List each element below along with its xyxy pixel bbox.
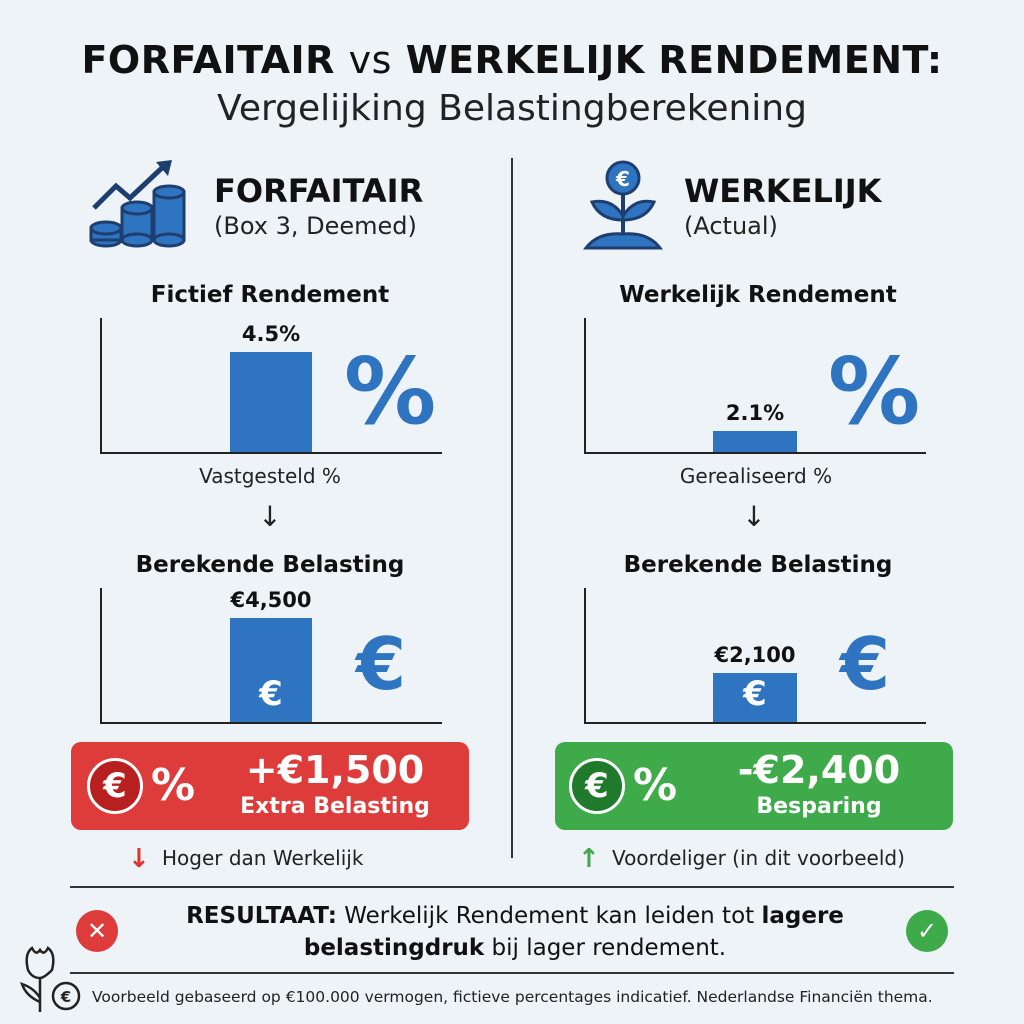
result-statement-bold2: belastingdruk bbox=[303, 935, 485, 961]
right-chart1-y-axis bbox=[584, 318, 586, 454]
title-forfaitair: FORFAITAIR bbox=[81, 38, 335, 82]
left-chart1-x-axis bbox=[100, 452, 442, 454]
left-bar-euro-icon: € bbox=[259, 674, 283, 714]
x-circle-icon: ✕ bbox=[76, 910, 118, 952]
right-chart1-axis-label: Gerealiseerd % bbox=[679, 464, 833, 488]
right-result-label: Besparing bbox=[756, 794, 882, 819]
column-divider bbox=[511, 158, 513, 858]
left-euro-circle-icon: € bbox=[87, 758, 143, 814]
left-chart1-value: 4.5% bbox=[241, 322, 301, 346]
left-chart1-axis-label: Vastgesteld % bbox=[199, 464, 341, 488]
euro-plant-icon bbox=[578, 158, 668, 254]
page-title bbox=[0, 38, 1024, 82]
right-chart2-y-axis bbox=[584, 588, 586, 724]
left-heading: FORFAITAIR bbox=[214, 172, 424, 210]
right-euro-circle-icon: € bbox=[569, 758, 625, 814]
result-statement bbox=[130, 900, 900, 964]
result-statement-text1: Werkelijk Rendement kan leiden tot bbox=[344, 903, 755, 929]
right-chart1-bar bbox=[713, 431, 797, 452]
check-circle-icon: ✓ bbox=[906, 910, 948, 952]
result-statement-label: RESULTAAT: bbox=[186, 903, 337, 929]
result-top-divider bbox=[70, 886, 954, 888]
svg-text:€: € bbox=[616, 167, 630, 191]
svg-text:€: € bbox=[60, 988, 72, 1006]
right-percent-icon: % bbox=[828, 338, 921, 445]
left-note: Hoger dan Werkelijk bbox=[162, 846, 364, 870]
right-bar-euro-icon: € bbox=[743, 674, 767, 714]
right-chart1-title: Werkelijk Rendement bbox=[619, 282, 897, 308]
left-euro-icon: € bbox=[356, 622, 407, 706]
coins-growth-chart-icon bbox=[86, 158, 196, 254]
title-vs: vs bbox=[348, 38, 392, 82]
left-chart2-title: Berekende Belasting bbox=[135, 552, 405, 578]
footer-disclaimer: Voorbeeld gebaseerd op €100.000 vermogen, fictieve percentages indicatief. Nederlandse Financiën thema. bbox=[92, 988, 933, 1006]
right-arrow-down-icon: ↓ bbox=[742, 500, 766, 533]
right-chart1-x-axis bbox=[584, 452, 926, 454]
left-arrow-down-icon: ↓ bbox=[258, 500, 282, 533]
right-chart2-title: Berekende Belasting bbox=[623, 552, 893, 578]
result-statement-bold1: lagere bbox=[761, 903, 844, 929]
left-result-box bbox=[71, 742, 469, 830]
left-chart2-y-axis bbox=[100, 588, 102, 724]
left-result-amount: +€1,500 bbox=[245, 748, 425, 792]
footer-divider bbox=[70, 972, 954, 974]
left-chart1-bar bbox=[230, 352, 312, 452]
right-euro-icon: € bbox=[840, 622, 891, 706]
left-result-percent-icon: % bbox=[151, 760, 196, 811]
left-chart1-title: Fictief Rendement bbox=[150, 282, 390, 308]
right-up-arrow-icon: ↑ bbox=[578, 844, 600, 874]
right-chart2-bar bbox=[713, 673, 797, 722]
right-chart1-value: 2.1% bbox=[725, 401, 785, 425]
title-werkelijk: WERKELIJK RENDEMENT: bbox=[405, 38, 943, 82]
left-subheading: (Box 3, Deemed) bbox=[214, 212, 417, 240]
right-result-amount: -€2,400 bbox=[737, 748, 901, 792]
left-result-label: Extra Belasting bbox=[240, 794, 430, 819]
page-subtitle: Vergelijking Belastingberekening bbox=[217, 88, 807, 129]
right-note: Voordeliger (in dit voorbeeld) bbox=[612, 846, 905, 870]
right-heading: WERKELIJK bbox=[684, 172, 882, 210]
left-chart1-y-axis bbox=[100, 318, 102, 454]
tulip-euro-icon bbox=[14, 944, 82, 1016]
left-percent-icon: % bbox=[344, 338, 437, 445]
right-subheading: (Actual) bbox=[684, 212, 778, 240]
left-chart2-bar bbox=[230, 618, 312, 722]
left-chart2-value: €4,500 bbox=[230, 588, 312, 612]
right-result-percent-icon: % bbox=[633, 760, 678, 811]
left-down-arrow-icon: ↓ bbox=[128, 844, 150, 874]
left-chart2-x-axis bbox=[100, 722, 442, 724]
right-result-box bbox=[555, 742, 953, 830]
right-chart2-value: €2,100 bbox=[714, 643, 796, 667]
result-statement-text2: bij lager rendement. bbox=[491, 935, 727, 961]
right-chart2-x-axis bbox=[584, 722, 926, 724]
